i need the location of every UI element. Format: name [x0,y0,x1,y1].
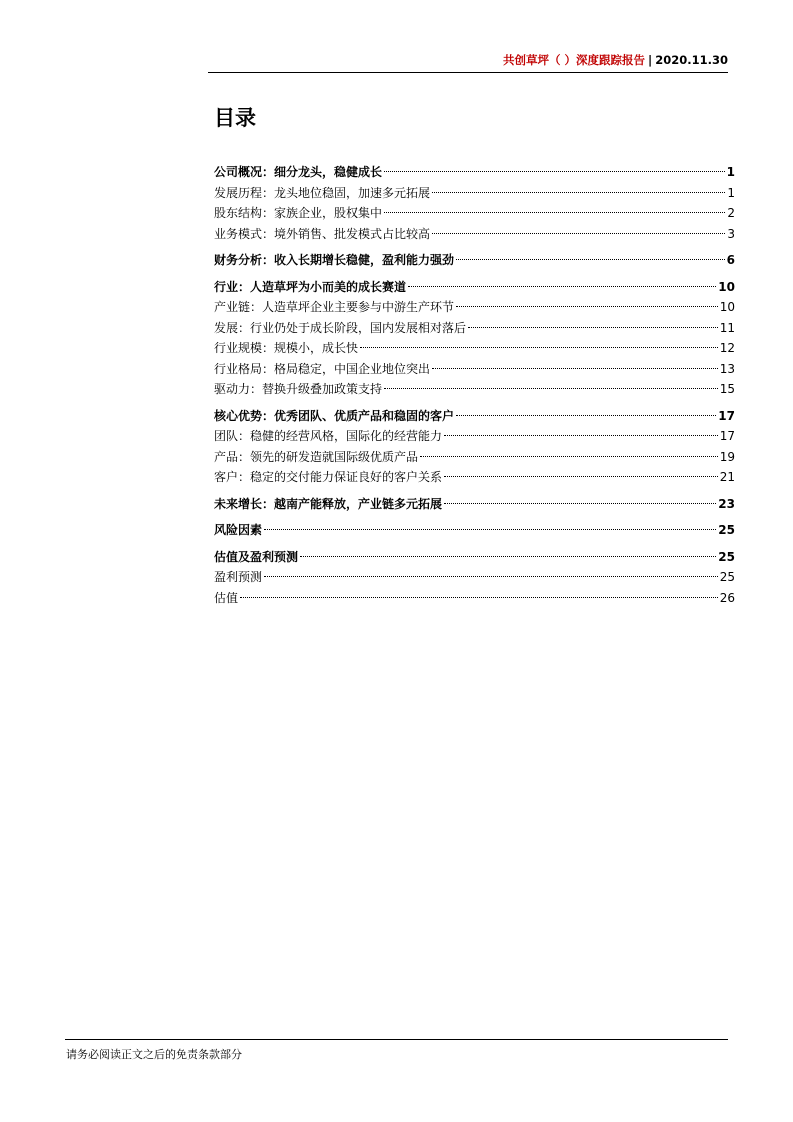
table-of-contents [214,162,735,608]
toc-entry-label: 行业规模：规模小，成长快 [214,341,359,355]
toc-entry-leader [456,306,718,307]
toc-entry-leader [264,576,718,577]
toc-entry-label: 发展历程：龙头地位稳固，加速多元拓展 [214,185,431,200]
toc-entry-label: 风险因素 [214,523,263,537]
toc-entry-page: 1 [727,185,735,200]
toc-entry-label: 产业链：人造草坪企业主要参与中游生产环节 [214,300,455,314]
toc-entry-leader [456,259,725,260]
toc-entry-leader [432,368,718,369]
toc-entry-leader [468,327,718,328]
toc-entry-page: 12 [719,341,735,355]
toc-section-entry[interactable] [214,162,735,183]
toc-entry-page: 21 [719,470,735,484]
header-company: 共创草坪（ ）深度跟踪报告 [503,53,646,67]
toc-entry-page: 15 [719,382,735,396]
header-separator: | [648,53,653,67]
toc-entry-label: 行业格局：格局稳定，中国企业地位突出 [214,361,431,376]
toc-entry[interactable] [214,338,735,359]
toc-entry[interactable] [214,588,735,609]
toc-entry[interactable] [214,467,735,488]
toc-entry-label: 发展：行业仍处于成长阶段，国内发展相对落后 [214,320,467,335]
toc-entry-leader [384,388,718,389]
toc-entry-leader [264,529,716,530]
toc-entry-page: 17 [718,408,735,423]
toc-entry-label: 股东结构：家族企业，股权集中 [214,206,383,220]
toc-section-entry[interactable] [214,494,735,515]
toc-entry-label: 业务模式：境外销售、批发模式占比较高 [214,226,431,241]
toc-entry[interactable] [214,224,735,245]
toc-entry-page: 10 [719,300,735,314]
footer-disclaimer: 请务必阅读正文之后的免责条款部分 [66,1048,242,1061]
toc-entry-page: 1 [726,165,735,179]
toc-entry-label: 团队：稳健的经营风格，国际化的经营能力 [214,429,443,443]
toc-entry-label: 估值 [214,590,239,605]
toc-entry[interactable] [214,567,735,588]
toc-entry-label: 行业：人造草坪为小而美的成长赛道 [214,279,407,294]
toc-entry-page: 26 [719,590,735,605]
toc-section-entry[interactable] [214,250,735,271]
toc-entry-page: 17 [719,429,735,443]
toc-entry-label: 未来增长：越南产能释放，产业链多元拓展 [214,496,443,511]
page-header [208,52,728,72]
toc-entry-page: 23 [718,496,735,511]
toc-entry[interactable] [214,426,735,447]
toc-section-entry[interactable] [214,520,735,541]
toc-entry-leader [300,556,716,557]
toc-entry[interactable] [214,359,735,380]
toc-entry-label: 核心优势：优秀团队、优质产品和稳固的客户 [214,408,455,423]
toc-entry-label: 产品：领先的研发造就国际级优质产品 [214,449,419,464]
toc-entry-label: 估值及盈利预测 [214,549,299,564]
toc-entry[interactable] [214,318,735,339]
toc-entry-page: 13 [719,361,735,376]
toc-entry-leader [444,435,718,436]
toc-entry-page: 19 [719,449,735,464]
toc-entry-page: 25 [719,570,735,584]
toc-section-entry[interactable] [214,277,735,298]
toc-entry-leader [444,503,716,504]
toc-entry-leader [360,347,718,348]
toc-entry-page: 25 [718,549,735,564]
toc-entry-label: 公司概况：细分龙头，稳健成长 [214,165,383,179]
toc-entry-label: 盈利预测 [214,570,263,584]
header-text [503,52,728,68]
toc-entry-leader [456,415,716,416]
header-date: 2020.11.30 [655,53,728,67]
toc-entry-leader [432,192,725,193]
toc-entry-leader [384,212,725,213]
toc-entry-leader [408,286,716,287]
toc-entry-label: 驱动力：替换升级叠加政策支持 [214,382,383,396]
toc-entry-page: 3 [727,226,735,241]
toc-entry-page: 2 [727,206,735,220]
toc-entry[interactable] [214,203,735,224]
toc-entry-page: 10 [718,279,735,294]
toc-entry-leader [240,597,718,598]
toc-entry-leader [444,476,718,477]
toc-entry-page: 11 [719,320,735,335]
toc-entry-label: 客户：稳定的交付能力保证良好的客户关系 [214,470,443,484]
toc-entry-page: 25 [718,523,735,537]
toc-entry[interactable] [214,379,735,400]
toc-entry-leader [432,233,725,234]
toc-entry-label: 财务分析：收入长期增长稳健，盈利能力强劲 [214,253,455,267]
footer-rule [65,1039,728,1040]
toc-section-entry[interactable] [214,406,735,427]
header-rule [208,72,728,73]
toc-entry[interactable] [214,447,735,468]
toc-title: 目录 [214,106,256,130]
toc-section-entry[interactable] [214,547,735,568]
toc-entry-leader [420,456,718,457]
toc-entry-page: 6 [726,253,735,267]
toc-entry[interactable] [214,183,735,204]
toc-entry[interactable] [214,297,735,318]
toc-entry-leader [384,171,725,172]
